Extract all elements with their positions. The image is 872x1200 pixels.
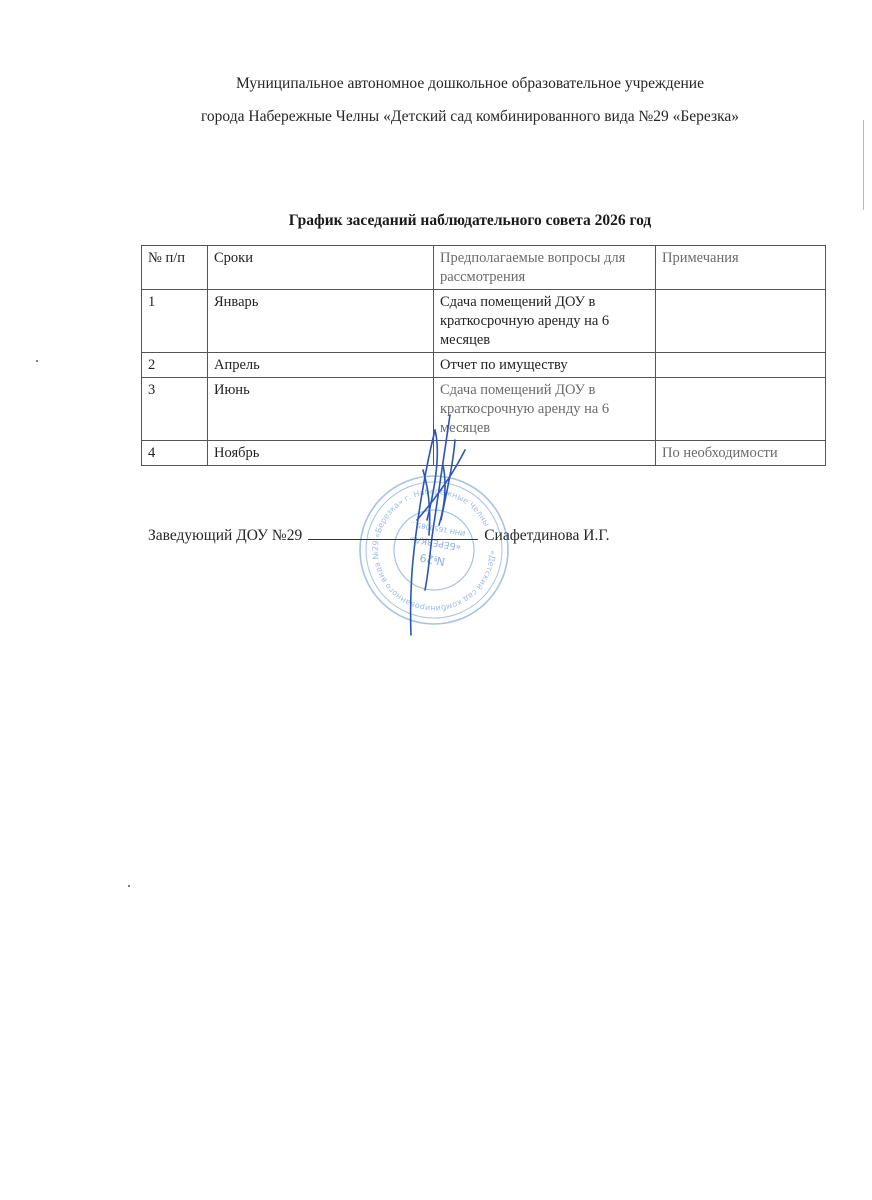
row-note bbox=[656, 290, 826, 353]
table-row bbox=[142, 290, 826, 353]
column-header-number: № п/п bbox=[142, 246, 208, 290]
row-topic: Сдача помещений ДОУ в краткосрочную аренду на 6 месяцев bbox=[434, 378, 656, 441]
scan-speck bbox=[128, 885, 130, 887]
row-number: 3 bbox=[142, 378, 208, 441]
row-topic: Сдача помещений ДОУ в краткосрочную аренду на 6 месяцев bbox=[434, 290, 656, 353]
signer-position: Заведующий ДОУ №29 bbox=[148, 527, 303, 544]
org-name-line-1: Муниципальное автономное дошкольное образовательное учреждение bbox=[236, 75, 704, 92]
row-topic: Отчет по имуществу bbox=[434, 353, 656, 378]
svg-text:«Детский сад комбинированного: «Детский сад комбинированного вида №29 «Березка» г. Набережные Челны bbox=[370, 486, 498, 614]
scan-speck bbox=[36, 360, 38, 362]
scan-edge-mark bbox=[863, 120, 864, 210]
row-period: Июнь bbox=[208, 378, 434, 441]
row-period: Ноябрь bbox=[208, 441, 434, 466]
row-note bbox=[656, 378, 826, 441]
table-row bbox=[142, 353, 826, 378]
row-period: Апрель bbox=[208, 353, 434, 378]
row-note: По необходимости bbox=[656, 441, 826, 466]
signer-name: Сиафетдинова И.Г. bbox=[484, 527, 610, 544]
table-header-row bbox=[142, 246, 826, 290]
column-header-period: Сроки bbox=[208, 246, 434, 290]
svg-text:«БЕРЕЗКА»: «БЕРЕЗКА» bbox=[408, 532, 463, 552]
signature-block bbox=[148, 525, 609, 545]
row-note bbox=[656, 353, 826, 378]
column-header-note: Примечания bbox=[656, 246, 826, 290]
row-number: 1 bbox=[142, 290, 208, 353]
row-number: 2 bbox=[142, 353, 208, 378]
column-header-topic: Предполагаемые вопросы для рассмотрения bbox=[434, 246, 656, 290]
svg-text:ИНН 1650085...: ИНН 1650085... bbox=[409, 519, 467, 538]
document-title: График заседаний наблюдательного совета 2026 год bbox=[288, 212, 652, 229]
row-period: Январь bbox=[208, 290, 434, 353]
org-name-line-2: города Набережные Челны «Детский сад комбинированного вида №29 «Березка» bbox=[200, 108, 740, 125]
svg-text:№29: №29 bbox=[418, 550, 447, 568]
signature-line bbox=[308, 525, 478, 540]
row-number: 4 bbox=[142, 441, 208, 466]
